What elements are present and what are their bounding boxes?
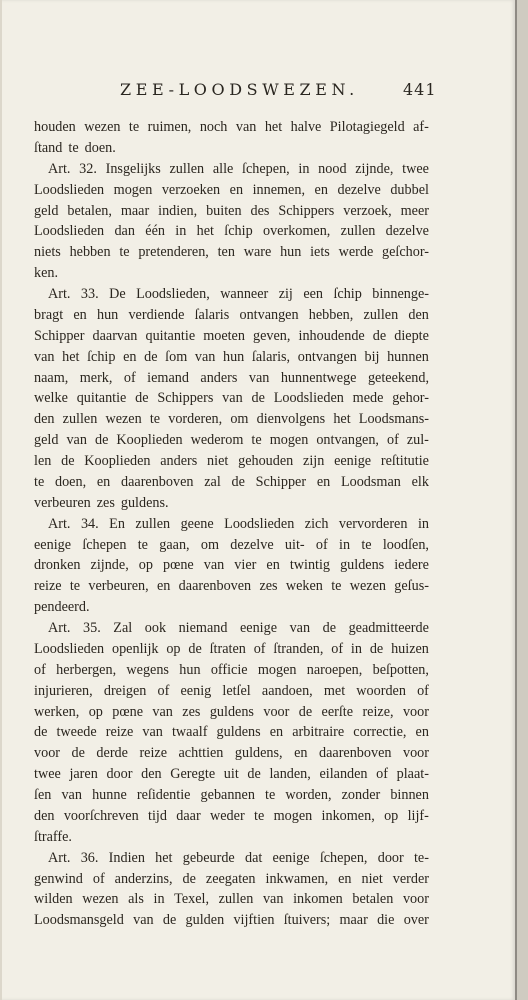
text-line: geld van de Kooplieden wederom te mogen ontvangen, of zul-: [34, 432, 429, 449]
text-line: Loodsmansgeld van de gulden vijftien ſtuivers; maar die over: [34, 912, 429, 929]
text-line: Art. 35. Zal ook niemand eenige van de geadmitteerde: [48, 620, 429, 636]
text-line: ken.: [34, 265, 59, 282]
body-text: [34, 117, 429, 931]
text-line: twee jaren door den Geregte uit de landen, eilanden of plaat-: [34, 766, 429, 783]
running-head: ZEE-LOODSWEZEN.: [120, 80, 359, 99]
text-line: te doen, en daarenboven zal de Schipper en Loodsman elk: [34, 473, 429, 490]
text-line: naam, merk, of iemand anders van hunnentwege geteekend,: [34, 369, 429, 386]
text-line: injurieren, dreigen of eenig letſel aandoen, met woorden of: [34, 682, 429, 699]
text-line: verbeuren zes guldens.: [34, 494, 169, 511]
text-line: wilden wezen als in Texel, zullen van inkomen betalen voor: [34, 891, 429, 908]
text-line: ſtand te doen.: [34, 139, 116, 156]
text-line: van het ſchip en de ſom van hun ſalaris, ontvangen bij hunnen: [34, 348, 429, 365]
text-line: ſtraffe.: [34, 828, 72, 845]
text-line: reize te verbeuren, en daarenboven zes weken te wezen geſus-: [34, 578, 429, 595]
text-line: genwind of anderzins, de zeegaten inkwamen, en niet verder: [34, 870, 429, 887]
text-line: ſen van hunne reſidentie gebannen te worden, zonder binnen: [34, 787, 429, 803]
text-line: werken, op pœne van zes guldens voor de eerſte reize, voor: [34, 703, 429, 720]
text-line: Art. 33. De Loodslieden, wanneer zij een ſchip binnenge-: [48, 286, 429, 302]
page-number: 441: [403, 80, 437, 99]
text-line: len de Kooplieden anders niet gehouden zijn eenige reſtitutie: [34, 453, 429, 469]
text-line: dronken zijnde, op pœne van vier en twintig guldens iedere: [34, 557, 429, 574]
text-line: de tweede reize van twaalf guldens en arbitraire correctie, en: [34, 724, 429, 741]
text-line: voor de derde reize achttien guldens, en daarenboven voor: [34, 745, 429, 762]
page-gutter-edge: [0, 0, 2, 1000]
text-line: Art. 32. Insgelijks zullen alle ſchepen, in nood zijnde, twee: [48, 160, 429, 177]
text-line: of herbergen, wegens hun officie mogen naroepen, beſpotten,: [34, 661, 429, 678]
text-line: geld betalen, maar indien, buiten des Schippers verzoek, meer: [34, 202, 429, 219]
text-line: eenige ſchepen te gaan, om dezelve uit- of in te loodſen,: [34, 536, 429, 553]
text-line: Art. 34. En zullen geene Loodslieden zich vervorderen in: [48, 515, 429, 532]
text-line: houden wezen te ruimen, noch van het halve Pilotagiegeld af-: [34, 119, 429, 135]
text-line: Art. 36. Indien het gebeurde dat eenige ſchepen, door te-: [48, 849, 429, 866]
page-edge-shadow: [515, 0, 528, 1000]
text-line: Loodslieden dan één in het ſchip overkomen, zullen dezelve: [34, 223, 429, 240]
text-line: den zullen wezen te vorderen, om dienvolgens het Loodsmans-: [34, 411, 429, 428]
text-line: Schipper daarvan quitantie moeten geven, inhoudende de diepte: [34, 327, 429, 344]
text-line: Loodslieden openlijk op de ſtraten of ſtranden, of in de huizen: [34, 640, 429, 657]
page-header: [0, 80, 515, 106]
text-line: pendeerd.: [34, 599, 90, 616]
text-line: niets hebben te pretenderen, ten ware hun iets werde geſchor-: [34, 244, 429, 261]
text-line: Loodslieden mogen verzoeken en innemen, en dezelve dubbel: [34, 181, 429, 198]
text-line: den voorſchreven tijd daar weder te mogen inkomen, op lijf-: [34, 807, 429, 824]
text-line: welke quitantie de Schippers van de Loodslieden mede gehor-: [34, 390, 429, 407]
text-line: bragt en hun verdiende ſalaris ontvangen hebben, zullen den: [34, 306, 429, 323]
